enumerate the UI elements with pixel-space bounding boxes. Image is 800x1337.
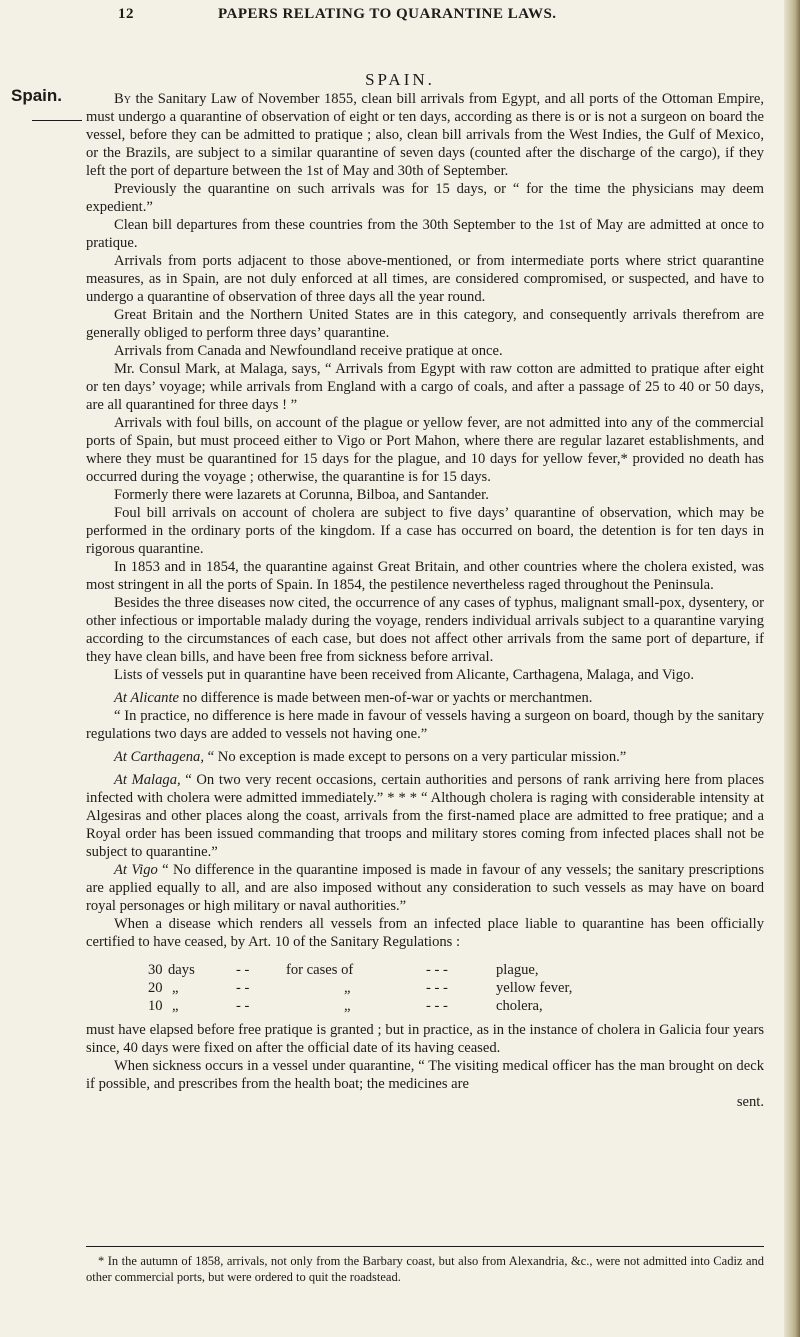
paragraph: Arrivals from Canada and Newfoundland receive pratique at once. [114,343,503,359]
disease: plague, [496,962,539,978]
port-paragraph-vigo [86,861,764,915]
table-row [86,979,764,997]
days-number: 20 [148,980,163,996]
table-row [86,997,764,1015]
body-text [86,90,764,1111]
paragraph: Mr. Consul Mark, at Malaga, says, “ Arrivals from Egypt with raw cotton are admitted to pratique after eight or ten days’ voyage; while arrivals from England with a cargo of coals, and after a passage of 25 to 40 or 50 days, are all quarantined for three days ! ” [86,361,764,413]
dash: - - - [426,962,448,978]
port-name: At Malaga, [114,772,181,788]
port-text: “ On two very recent occasions, certain authorities and persons of rank arriving here from places infected with cholera were admitted immediately.” * * * “ Although cholera is raging with considerable intensity at Algesiras and other places along the coast, arrivals from the first-named place are admitted to free pratique; and a Royal order has been issued commanding that troops and military stores coming from infected places shall not be subject to quarantine.” [86,772,764,860]
for-label: „ [344,998,351,1014]
section-title: SPAIN. [365,70,435,89]
paragraph: must have elapsed before free pratique is granted ; but in practice, as in the instance of cholera in Galicia four years since, 40 days were fixed on after the official date of its having ceased. [86,1022,764,1056]
paragraph: Clean bill departures from these countries from the 30th September to the 1st of May are admitted at once to pratique. [86,217,764,251]
paragraph: Arrivals from ports adjacent to those above-mentioned, or from intermediate ports where strict quarantine measures, as in Spain, are not duly enforced at all times, are considered compromised, or suspected, and have to undergo a quarantine of observation of three days all the year round. [86,253,764,305]
paragraph: When a disease which renders all vessels from an infected place liable to quarantine has been officially certified to have ceased, by Art. 10 of the Sanitary Regulations : [86,916,764,950]
paragraph: Previously the quarantine on such arrivals was for 15 days, or “ for the time the physicians may deem expedient.” [86,181,764,215]
days-number: 10 [148,998,163,1014]
running-title: PAPERS RELATING TO QUARANTINE LAWS. [218,6,557,22]
port-paragraph-alicante [86,689,764,707]
dash: - - - [426,998,448,1014]
port-text: “ In practice, no difference is here made in favour of vessels having a surgeon on board, though by the sanitary regulations two days are added to vessels not having one.” [86,708,764,742]
disease: yellow fever, [496,980,573,996]
paragraph-text: the Sanitary Law of November 1855, clean bill arrivals from Egypt, and all ports of the Ottoman Empire, must undergo a quarantine of observation of eight or ten days, according as there is or is not a surgeon on board the vessel, before they can be admitted to pratique ; also, clean bill arrivals from the West Indies, the Gulf of Mexico, or the Brazils, are subject to a similar quarantine of seven days (counted after the discharge of the cargo), if they left the port of departure between the 1st of May and 30th of September. [86,91,764,179]
paragraph: Besides the three diseases now cited, the occurrence of any cases of typhus, malignant small-pox, dysentery, or other infectious or importable malady during the voyage, renders individual arrivals subject to a quarantine varying according to the circumstances of each case, but does not affect other arrivals from the same port of departure, if they have clean bills, and have been free from sickness before arrival. [86,595,764,665]
port-name: At Vigo [114,862,158,878]
for-label: for cases of [286,962,354,978]
port-text: “ No difference in the quarantine imposed is made in favour of any vessels; the sanitary prescriptions are applied equally to all, and are also imposed without any consideration to such vessels as may have on board royal personages or high military or naval authorities.” [86,862,764,914]
footnote-rule [86,1246,764,1247]
running-header [118,6,758,28]
paragraph [86,90,764,180]
disease: cholera, [496,998,543,1014]
page-binding-edge [784,0,800,1337]
paragraph: Foul bill arrivals on account of cholera are subject to five days’ quarantine of observation, which may be performed in the ordinary ports of the kingdom. If a case has occurred on board, the detention is for ten days in rigorous quarantine. [86,505,764,557]
port-text: “ No exception is made except to persons on a very particular mission.” [204,749,627,765]
port-paragraph-malaga [86,771,764,861]
paragraph: In 1853 and in 1854, the quarantine against Great Britain, and other countries where the cholera existed, was most stringent in all the ports of Spain. In 1854, the pestilence nevertheless raged throughout the Peninsula. [86,559,764,593]
port-name: At Carthagena, [114,749,204,765]
quarantine-days-table [86,961,764,1015]
table-row [86,961,764,979]
footnote: * In the autumn of 1858, arrivals, not only from the Barbary coast, but also from Alexandria, &c., were not admitted into Cadiz and other commercial ports, but were ordered to quit the roadstead. [86,1254,764,1284]
dash: - - [236,980,250,996]
paragraph: Lists of vessels put in quarantine have been received from Alicante, Carthagena, Malaga, and Vigo. [114,667,694,683]
paragraph: Arrivals with foul bills, on account of the plague or yellow fever, are not admitted into any of the commercial ports of Spain, but must proceed either to Vigo or Port Mahon, where there are regular lazaret establishments, and where they must be quarantined for 15 days for the plague, and 10 days for yellow fever,* provided no death has occurred during the voyage ; otherwise, the quarantine is for 15 days. [86,415,764,485]
paragraph-tail: sent. [736,1094,764,1110]
dash: - - [236,962,250,978]
port-text: no difference is made between men-of-war or yachts or merchantmen. [178,690,593,706]
days-unit: days [168,962,195,978]
margin-note: Spain. [11,86,63,105]
paragraph: Formerly there were lazarets at Corunna, Bilboa, and Santander. [114,487,489,503]
port-name: At Alicante [114,690,179,706]
days-unit: „ [172,998,179,1014]
margin-rule [32,120,82,121]
dash: - - - [426,980,448,996]
paragraph: When sickness occurs in a vessel under quarantine, “ The visiting medical officer has the man brought on deck if possible, and prescribes from the health boat; the medicines are [86,1058,764,1092]
first-word: By [114,91,131,107]
days-unit: „ [172,980,179,996]
port-paragraph-carthagena [86,748,764,766]
dash: - - [236,998,250,1014]
days-number: 30 [148,962,163,978]
for-label: „ [344,980,351,996]
paragraph: Great Britain and the Northern United States are in this category, and consequently arrivals therefrom are generally obliged to perform three days’ quarantine. [86,307,764,341]
port-paragraph-alicante-quote [86,707,764,743]
page-number: 12 [118,6,134,22]
